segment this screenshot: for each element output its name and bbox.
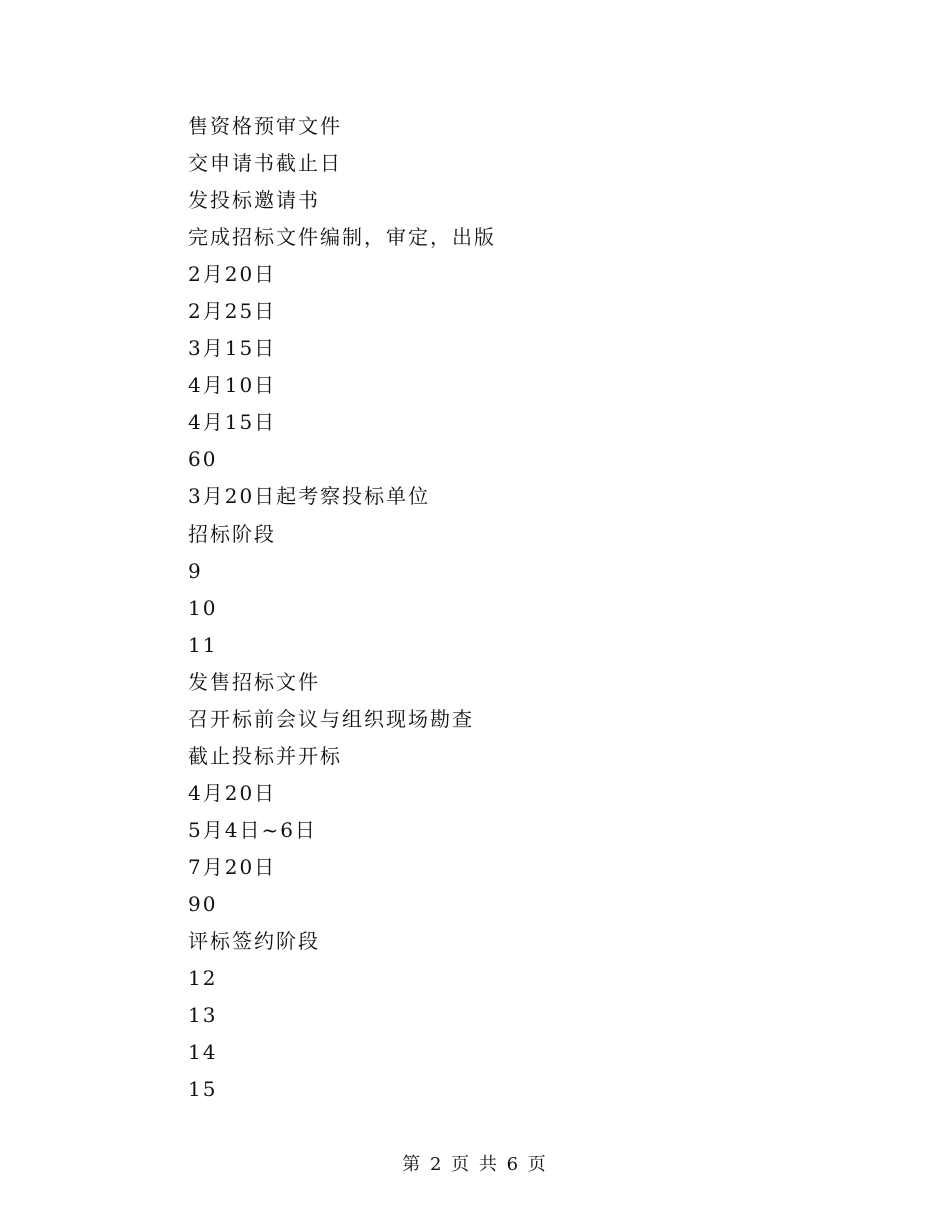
text-line: 截止投标并开标 [188,743,342,768]
text-line: 4月10日 [188,373,277,398]
text-line: 售资格预审文件 [188,114,342,138]
text-line: 14 [188,1040,218,1065]
text-line: 发售招标文件 [188,669,320,694]
text-line: 13 [188,1003,218,1028]
text-line: 3月20日起考察投标单位 [188,484,431,509]
text-line: 2月25日 [188,299,277,324]
text-line: 15 [188,1077,218,1102]
text-line: 招标阶段 [188,521,276,546]
text-line: 12 [188,966,218,991]
text-line: 完成招标文件编制，审定，出版 [188,225,496,250]
text-line: 5月4日~6日 [188,817,317,842]
text-line: 发投标邀请书 [188,188,320,213]
text-line: 4月15日 [188,410,277,435]
document-body [188,108,828,1108]
text-line: 10 [188,595,218,620]
text-line: 召开标前会议与组织现场勘查 [188,706,474,731]
text-line: 90 [188,891,218,916]
text-line: 60 [188,447,218,472]
text-line: 7月20日 [188,854,277,879]
text-line: 3月15日 [188,336,277,361]
text-line: 11 [188,632,218,657]
text-line: 4月20日 [188,780,277,805]
text-line: 9 [188,558,203,583]
text-line: 交申请书截止日 [188,151,342,176]
text-line: 2月20日 [188,262,277,287]
page-number-footer: 第 2 页 共 6 页 [402,1154,548,1175]
text-line: 评标签约阶段 [188,929,320,954]
